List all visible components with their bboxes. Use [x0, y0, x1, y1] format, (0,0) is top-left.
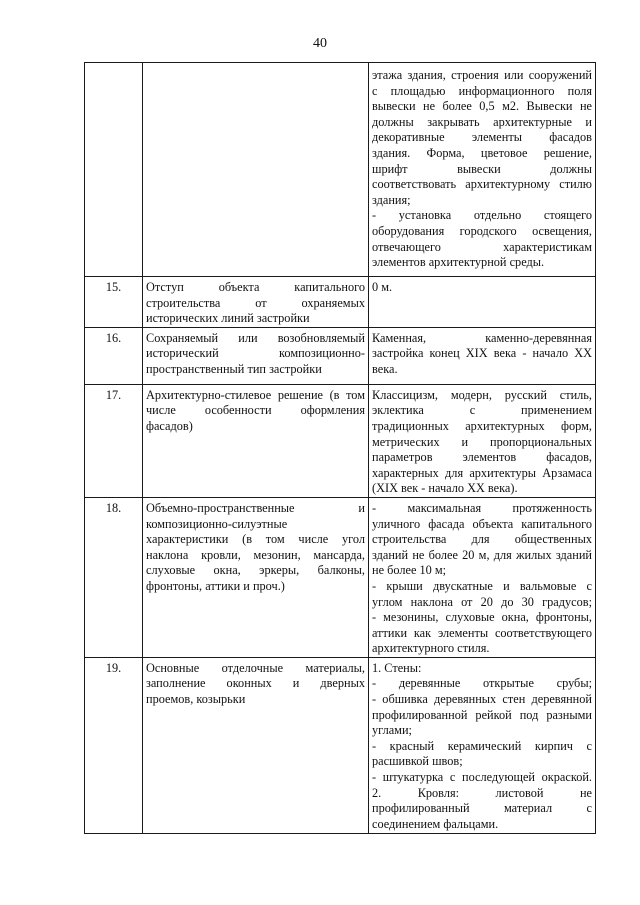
text-line: - деревянные открытые срубы;	[372, 676, 592, 691]
text-line: архитектурного стиля.	[372, 641, 490, 656]
text-line: числе особенности оформления	[146, 403, 365, 418]
text-line: вывески не более 0,5 м2. Вывески не	[372, 99, 592, 114]
parameter-value-cell	[369, 657, 596, 833]
text-line: профилированной рейкой под разными	[372, 707, 592, 722]
text-line: здания. Форма, цветовое решение,	[372, 145, 592, 160]
table-row	[85, 63, 596, 277]
table-row	[85, 384, 596, 497]
text-line: характерных для архитектуры Арзамаса	[372, 465, 592, 480]
row-number: 19.	[85, 657, 143, 833]
text-line: композиционно-силуэтные	[146, 516, 288, 531]
text-line: наклона кровли, мезонин, мансарда,	[146, 547, 365, 562]
text-line: строительства от охраняемых	[146, 295, 365, 310]
table-body	[85, 63, 596, 834]
table-row	[85, 497, 596, 657]
text-line: профилированный материал с	[372, 801, 592, 816]
text-line: этажа здания, строения или сооружений	[372, 68, 592, 82]
table-row	[85, 277, 596, 328]
text-line: - штукатурка с последующей окраской.	[372, 770, 592, 785]
parameter-value-cell	[369, 63, 596, 277]
text-line: традиционных архитектурных форм,	[372, 418, 592, 433]
text-line: углами;	[372, 723, 412, 738]
text-line: параметров элементов фасадов,	[372, 450, 592, 465]
text-line: заполнение оконных и дверных	[146, 676, 365, 691]
text-line: эклектика с применением	[372, 403, 592, 418]
text-line: слуховые окна, эркеры, балконы,	[146, 563, 365, 578]
text-line: декоративные элементы фасадов	[372, 130, 592, 145]
text-line: здания;	[372, 192, 411, 207]
parameter-name-cell	[143, 657, 369, 833]
text-line: 0 м.	[372, 280, 393, 294]
text-line: Классицизм, модерн, русский стиль,	[372, 387, 592, 402]
parameter-value-cell	[369, 327, 596, 384]
row-number: 17.	[85, 384, 143, 497]
text-line: - красный керамический кирпич с	[372, 738, 592, 753]
text-line: фронтоны, аттики и проч.)	[146, 578, 285, 593]
text-line: века.	[372, 361, 398, 376]
parameter-value-cell	[369, 384, 596, 497]
text-line: зданий не более 20 м, для жилых зданий	[372, 547, 592, 562]
row-number: 16.	[85, 327, 143, 384]
parameter-name-cell	[143, 327, 369, 384]
parameter-name-cell	[143, 497, 369, 657]
text-line: соединением фальцами.	[372, 816, 499, 831]
text-line: - мезонины, слуховые окна, фронтоны,	[372, 610, 592, 625]
parameter-value-cell	[369, 497, 596, 657]
text-line: проемов, козырьки	[146, 692, 246, 707]
requirements-table	[84, 62, 596, 834]
text-line: пространственный тип застройки	[146, 361, 322, 376]
text-line: фасадов)	[146, 418, 193, 433]
text-line: - максимальная протяженность	[372, 500, 592, 515]
text-line: с площадью информационного поля	[372, 83, 592, 98]
text-line: строительства для общественных	[372, 532, 592, 547]
text-line: 1. Стены:	[372, 660, 422, 675]
text-line: характеристики (в том числе угол	[146, 532, 365, 547]
page-number: 40	[313, 36, 327, 51]
text-line: 2. Кровля: листовой не	[372, 785, 592, 800]
text-line: исторический композиционно-	[146, 346, 365, 361]
text-line: Отступ объекта капитального	[146, 280, 365, 294]
text-line: - крыши двускатные и вальмовые с	[372, 578, 592, 593]
parameter-value-cell	[369, 277, 596, 328]
text-line: (XIX век - начало XX века).	[372, 481, 518, 496]
text-line: углом наклона от 20 до 30 градусов;	[372, 594, 592, 609]
parameter-name-cell	[143, 384, 369, 497]
text-line: должны закрывать архитектурные и	[372, 114, 592, 129]
text-line: уличного фасада объекта капитального	[372, 516, 592, 531]
text-line: не более 10 м;	[372, 563, 447, 578]
text-line: метрических и пропорциональных	[372, 434, 592, 449]
parameter-name-cell	[143, 277, 369, 328]
text-line: оборудования городского освещения,	[372, 223, 592, 238]
row-number: 18.	[85, 497, 143, 657]
text-line: - установка отдельно стоящего	[372, 208, 592, 223]
text-line: шрифт вывески должны	[372, 161, 592, 176]
text-line: Каменная, каменно-деревянная	[372, 330, 592, 345]
text-line: - обшивка деревянных стен деревянной	[372, 692, 592, 707]
text-line: застройка конец XIX века - начало XX	[372, 346, 592, 361]
text-line: элементов архитектурной среды.	[372, 255, 545, 270]
text-line: соответствовать архитектурному стилю	[372, 177, 592, 192]
text-line: расшивкой швов;	[372, 754, 463, 769]
row-number: 15.	[85, 277, 143, 328]
text-line: Сохраняемый или возобновляемый	[146, 330, 365, 345]
text-line: Основные отделочные материалы,	[146, 660, 365, 675]
text-line: Архитектурно-стилевое решение (в том	[146, 387, 365, 402]
text-line: отвечающего характеристикам	[372, 239, 592, 254]
table-row	[85, 327, 596, 384]
parameter-name-cell	[143, 63, 369, 277]
text-line: исторических линий застройки	[146, 311, 310, 326]
text-line: Объемно-пространственные и	[146, 500, 365, 515]
text-line: аттики как элементы соответствующего	[372, 625, 592, 640]
row-number	[85, 63, 143, 277]
table-row	[85, 657, 596, 833]
